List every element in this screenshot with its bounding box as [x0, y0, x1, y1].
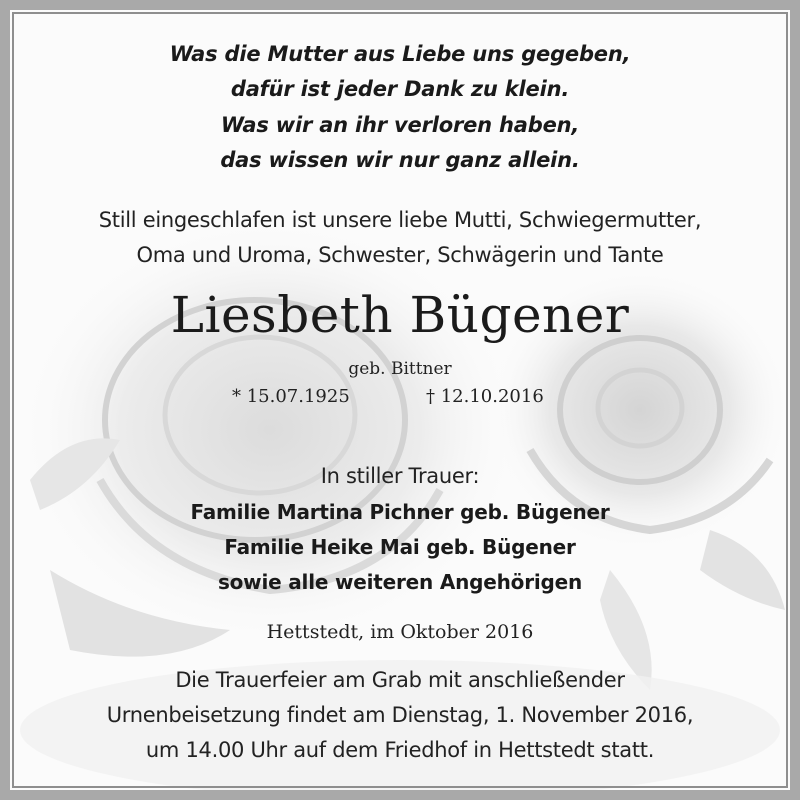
intro-line-2: Oma und Uroma, Schwester, Schwägerin und Tante — [136, 243, 664, 267]
place-date: Hettstedt, im Oktober 2016 — [266, 621, 534, 643]
mourner-line-3: sowie alle weiteren Angehörigen — [217, 570, 583, 594]
mourner-line-1: Familie Martina Pichner geb. Bügener — [190, 500, 610, 524]
mourner-line-2: Familie Heike Mai geb. Bügener — [224, 535, 576, 559]
birth-date: * 15.07.1925 — [232, 386, 350, 407]
service-line-1: Die Trauerfeier am Grab mit anschließender — [175, 668, 625, 692]
maiden-name: geb. Bittner — [348, 359, 452, 379]
poem-line-4: das wissen wir nur ganz allein. — [220, 148, 580, 172]
death-date: † 12.10.2016 — [426, 386, 544, 407]
poem-line-1: Was die Mutter aus Liebe uns gegeben, — [169, 42, 631, 66]
poem-line-2: dafür ist jeder Dank zu klein. — [230, 77, 570, 101]
intro-line-1: Still eingeschlafen ist unsere liebe Mutti, Schwiegermutter, — [98, 208, 702, 232]
deceased-name: Liesbeth Bügener — [170, 286, 630, 344]
service-line-3: um 14.00 Uhr auf dem Friedhof in Hettstedt statt. — [145, 738, 655, 762]
life-dates — [10, 386, 790, 412]
service-line-2: Urnenbeisetzung findet am Dienstag, 1. November 2016, — [106, 703, 694, 727]
poem-line-3: Was wir an ihr verloren haben, — [220, 113, 580, 137]
mourners-heading: In stiller Trauer: — [320, 464, 480, 488]
